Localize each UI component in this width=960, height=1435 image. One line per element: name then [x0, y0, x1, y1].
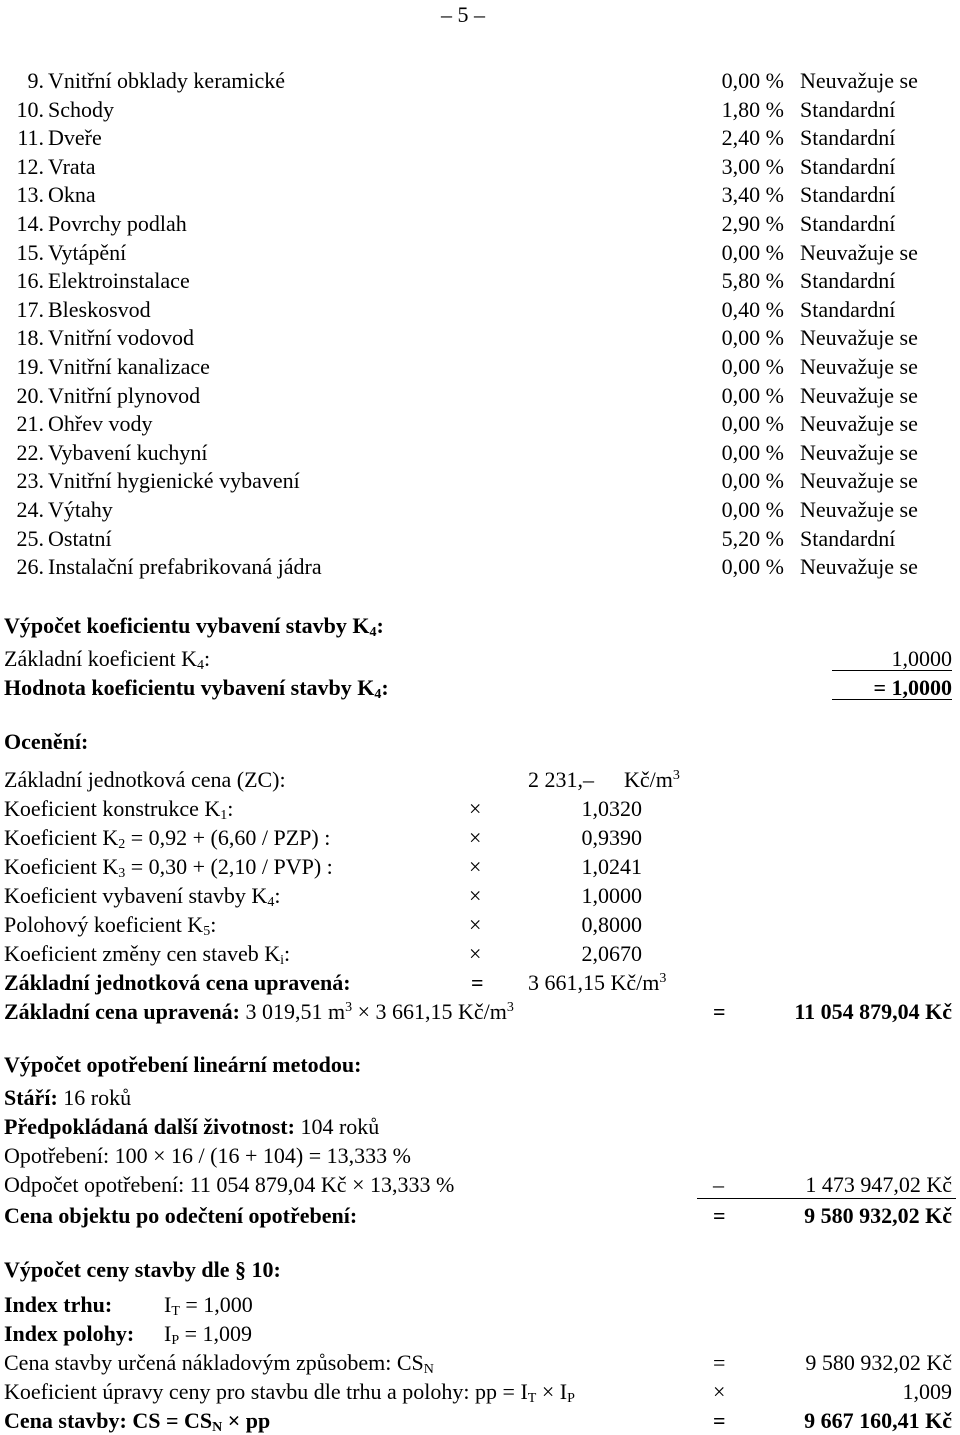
item-name: Dveře — [48, 125, 102, 151]
item-number: 11. — [17, 125, 44, 151]
csn-value: 9 580 932,02 Kč — [805, 1350, 952, 1375]
odpocet-calc: Odpočet opotřebení: 11 054 879,04 Kč × 13,333 % — [4, 1172, 455, 1197]
times-icon: × — [469, 941, 482, 966]
item-percent: 0,00 % — [721, 411, 784, 437]
item-type: Standardní — [800, 296, 896, 322]
zc-value: 2 231,– — [528, 767, 594, 792]
csn-label: Cena stavby určená nákladovým způsobem: $CS_N$ — [4, 1350, 434, 1377]
item-type: Standardní — [800, 525, 896, 551]
item-number: 21. — [16, 411, 44, 437]
zivotnost: Předpokládaná další životnost: 104 roků — [4, 1114, 380, 1139]
item-type: Neuvažuje se — [800, 325, 918, 351]
zcu-eq: = — [713, 999, 726, 1024]
item-type: Standardní — [800, 96, 896, 122]
cena-stavby-heading: Výpočet ceny stavby dle § 10: — [4, 1257, 281, 1282]
item-name: Elektroinstalace — [48, 268, 190, 294]
item-name: Vrata — [48, 153, 96, 179]
item-percent: 0,00 % — [721, 68, 784, 93]
zju-value: 3 661,15 $Kč/m^3$ — [528, 970, 667, 995]
zcu-line: Základní cena upravená: 3 019,51 $m^3 \times 3$ 661,15 $Kč/m^3$ — [4, 999, 514, 1024]
item-percent: 0,40 % — [721, 296, 784, 322]
k2-label: Koeficient $K_2 = 0,92 + (6,60 / PZP)$ : — [4, 825, 331, 852]
index-trhu-value: $I_T = 1,000$ — [164, 1292, 253, 1319]
zc-unit: $Kč/m^3$ — [624, 767, 680, 792]
cs-label: Cena stavby: CS = $CS_N$ × pp — [4, 1408, 271, 1435]
times-icon: × — [541, 1379, 555, 1404]
times-icon: × — [153, 1143, 166, 1168]
cena-po-opotrebeni-eq: = — [713, 1203, 726, 1228]
times-icon: × — [469, 883, 482, 908]
k5-label: Polohový koeficient $K_5$: — [4, 912, 217, 939]
times-icon: × — [352, 1172, 365, 1197]
item-name: Ostatní — [48, 525, 112, 551]
item-percent: 0,00 % — [721, 382, 784, 408]
k1-value: 1,0320 — [581, 796, 642, 821]
k4-coef-label: Koeficient vybavení stavby $K_4$: — [4, 883, 281, 910]
opotrebeni-calc: Opotřebení: 100 × 16 / (16 + 104) = 13,333 % — [4, 1143, 411, 1168]
k4-result-label: Hodnota koeficientu vybavení stavby $K_4$: — [4, 675, 389, 702]
item-name: Povrchy podlah — [48, 211, 187, 236]
zju-eq: = — [471, 970, 484, 995]
odpocet-sign: – — [713, 1172, 724, 1197]
item-percent: 0,00 % — [721, 439, 784, 465]
k4-heading: Výpočet koeficientu vybavení stavby $K_4$: — [4, 613, 384, 640]
cs-value: 9 667 160,41 Kč — [804, 1408, 952, 1433]
item-type: Standardní — [800, 182, 896, 208]
times-icon: × — [469, 854, 482, 879]
cena-po-opotrebeni-value: 9 580 932,02 Kč — [804, 1203, 952, 1228]
k4-base-value: 1,0000 — [832, 648, 952, 671]
index-trhu-label: Index trhu: — [4, 1292, 113, 1317]
item-number: 20. — [16, 382, 44, 408]
item-name: Vnitřní vodovod — [48, 325, 195, 351]
item-number: 19. — [16, 354, 44, 379]
ki-label: Koeficient změny cen staveb $K_i$: — [4, 941, 291, 968]
item-name: Instalační prefabrikovaná jádra — [48, 554, 322, 580]
item-name: Vnitřní obklady keramické — [48, 68, 286, 93]
item-type: Neuvažuje se — [800, 411, 918, 437]
k2-value: 0,9390 — [581, 825, 642, 850]
times-icon: × — [713, 1379, 726, 1404]
zju-label: Základní jednotková cena upravená: — [4, 970, 351, 995]
times-icon: × — [227, 1408, 241, 1433]
page-number: – 5 – — [441, 2, 485, 27]
k5-value: 0,8000 — [581, 912, 642, 937]
stari: Stáří: 16 roků — [4, 1085, 132, 1110]
index-polohy-label: Index polohy: — [4, 1321, 135, 1346]
pp-label: Koeficient úpravy ceny pro stavbu dle trhu a polohy: pp = $I_T \times I_P$ — [4, 1379, 575, 1406]
item-name: Vnitřní plynovod — [48, 382, 201, 408]
item-name: Vnitřní kanalizace — [48, 354, 210, 379]
item-name: Okna — [48, 182, 96, 208]
k4-coef-value: 1,0000 — [581, 883, 642, 908]
item-type: Standardní — [800, 153, 896, 179]
item-type: Neuvažuje se — [800, 468, 918, 494]
item-percent: 0,00 % — [721, 239, 784, 265]
index-polohy-value: $I_P = 1,009$ — [164, 1321, 253, 1348]
item-percent: 2,90 % — [721, 211, 784, 236]
item-name: Bleskosvod — [48, 296, 151, 322]
k3-value: 1,0241 — [581, 854, 642, 879]
cena-po-opotrebeni-label: Cena objektu po odečtení opotřebení: — [4, 1203, 358, 1228]
item-percent: 2,40 % — [721, 125, 784, 151]
item-type: Neuvažuje se — [800, 439, 918, 465]
item-percent: 0,00 % — [721, 354, 784, 379]
item-type: Neuvažuje se — [800, 554, 918, 580]
item-type: Neuvažuje se — [800, 382, 918, 408]
item-percent: 5,80 % — [721, 268, 784, 294]
item-number: 26. — [16, 554, 44, 580]
k3-label: Koeficient $K_3 = 0,30 + (2,10 / PVP)$ : — [4, 854, 333, 881]
item-number: 22. — [16, 439, 44, 465]
item-type: Standardní — [800, 268, 896, 294]
item-percent: 0,00 % — [721, 325, 784, 351]
oceneni-heading: Ocenění: — [4, 729, 89, 754]
times-icon: × — [357, 999, 370, 1024]
item-number: 13. — [16, 182, 44, 208]
opotrebeni-heading: Výpočet opotřebení lineární metodou: — [4, 1052, 362, 1077]
pp-value: 1,009 — [902, 1379, 952, 1404]
item-percent: 0,00 % — [721, 497, 784, 522]
item-percent: 5,20 % — [721, 525, 784, 551]
item-number: 23. — [16, 468, 44, 494]
item-number: 25. — [16, 525, 44, 551]
item-type: Neuvažuje se — [800, 68, 918, 93]
k1-label: Koeficient konstrukce $K_1$: — [4, 796, 234, 823]
item-name: Vybavení kuchyní — [48, 439, 208, 465]
item-number: 14. — [16, 211, 44, 236]
k4-base-label: Základní koeficient $K_4$: — [4, 646, 211, 673]
item-number: 9. — [27, 68, 44, 93]
item-number: 17. — [16, 296, 44, 322]
item-percent: 0,00 % — [721, 554, 784, 580]
item-name: Vytápění — [48, 239, 127, 265]
item-name: Ohřev vody — [48, 411, 153, 437]
item-type: Neuvažuje se — [800, 239, 918, 265]
item-name: Schody — [48, 96, 114, 122]
csn-eq: = — [713, 1350, 726, 1375]
zcu-value: 11 054 879,04 Kč — [794, 999, 952, 1024]
k4-result-value: = 1,0000 — [832, 677, 952, 700]
item-number: 15. — [16, 239, 44, 265]
item-number: 24. — [16, 497, 44, 522]
item-percent: 3,40 % — [721, 182, 784, 208]
times-icon: × — [469, 796, 482, 821]
item-number: 18. — [16, 325, 44, 351]
times-icon: × — [469, 912, 482, 937]
cs-eq: = — [713, 1408, 726, 1433]
odpocet-value: 1 473 947,02 Kč — [805, 1172, 952, 1197]
item-name: Výtahy — [48, 497, 113, 522]
item-number: 16. — [16, 268, 44, 294]
item-type: Standardní — [800, 211, 896, 236]
item-type: Standardní — [800, 125, 896, 151]
item-number: 10. — [16, 96, 44, 122]
item-percent: 0,00 % — [721, 468, 784, 494]
item-name: Vnitřní hygienické vybavení — [48, 468, 300, 494]
item-type: Neuvažuje se — [800, 354, 918, 379]
item-percent: 1,80 % — [721, 96, 784, 122]
item-type: Neuvažuje se — [800, 497, 918, 522]
item-percent: 3,00 % — [721, 153, 784, 179]
ki-value: 2,0670 — [581, 941, 642, 966]
item-number: 12. — [16, 153, 44, 179]
times-icon: × — [469, 825, 482, 850]
zc-label: Základní jednotková cena (ZC): — [4, 767, 286, 792]
